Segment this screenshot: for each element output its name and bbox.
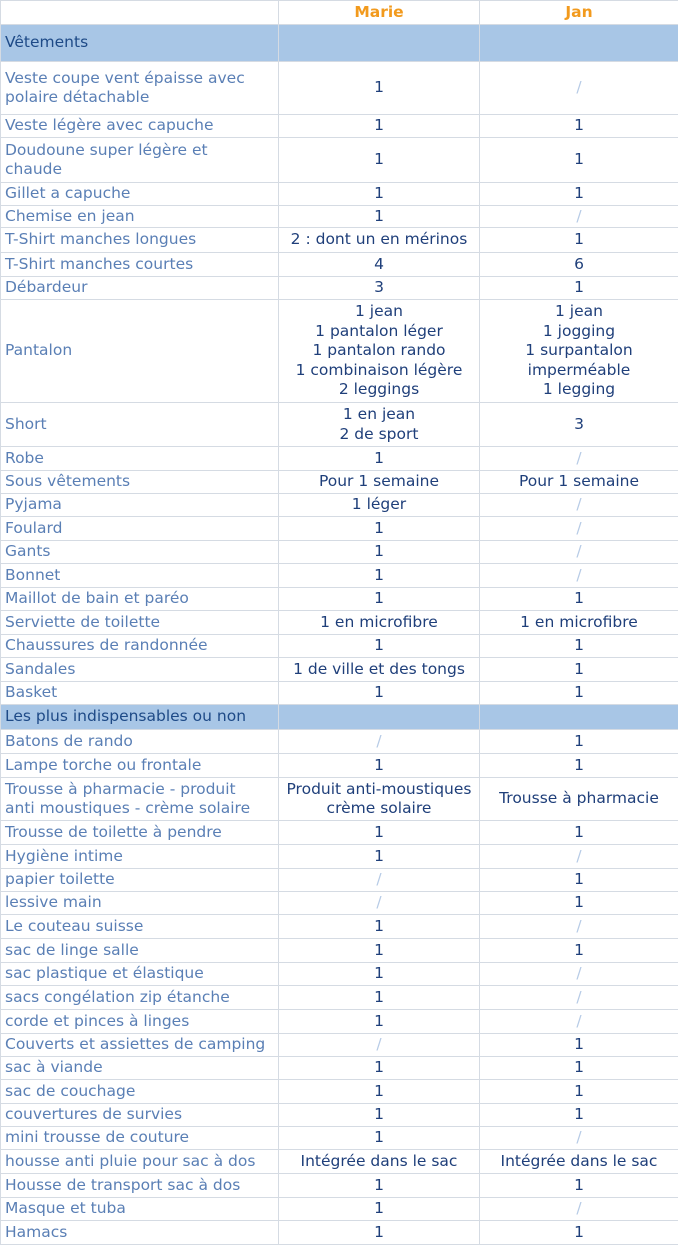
table-row (1, 541, 678, 564)
marie-cell: 1 (279, 754, 480, 778)
jan-cell: 1 (480, 1104, 678, 1127)
header-row (1, 1, 678, 25)
jan-cell: 1 (480, 682, 678, 705)
table-row (1, 869, 678, 892)
jan-cell: / (480, 447, 678, 471)
item-label: Pantalon (1, 300, 279, 403)
jan-cell: 1 (480, 1174, 678, 1198)
table-row (1, 1198, 678, 1221)
jan-cell: / (480, 541, 678, 564)
marie-cell: 1 (279, 1057, 480, 1080)
table-row (1, 939, 678, 963)
marie-cell: 1 (279, 963, 480, 986)
jan-cell: 1 jean 1 jogging 1 surpantalon imperméable 1 legging (480, 300, 678, 403)
marie-cell: 1 (279, 1198, 480, 1221)
table-row (1, 892, 678, 915)
jan-cell: / (480, 206, 678, 228)
item-label: Serviette de toilette (1, 611, 279, 635)
table-row (1, 494, 678, 517)
table-row (1, 1127, 678, 1150)
marie-cell: 1 (279, 62, 480, 115)
jan-cell: 1 (480, 228, 678, 253)
jan-cell: Pour 1 semaine (480, 471, 678, 494)
table-row (1, 963, 678, 986)
marie-cell (279, 25, 480, 62)
table-row (1, 564, 678, 588)
item-label: Gillet a capuche (1, 183, 279, 206)
item-label: Basket (1, 682, 279, 705)
jan-cell: 1 (480, 277, 678, 300)
jan-cell: Intégrée dans le sac (480, 1150, 678, 1174)
table-row (1, 915, 678, 939)
item-label: housse anti pluie pour sac à dos (1, 1150, 279, 1174)
jan-cell: / (480, 517, 678, 541)
jan-cell: 1 en microfibre (480, 611, 678, 635)
header-item (1, 1, 279, 25)
item-label: Le couteau suisse (1, 915, 279, 939)
item-label: Lampe torche ou frontale (1, 754, 279, 778)
jan-cell: / (480, 986, 678, 1010)
item-label: Batons de rando (1, 730, 279, 754)
jan-cell: 1 (480, 1034, 678, 1057)
table-row (1, 115, 678, 138)
item-label: couvertures de survies (1, 1104, 279, 1127)
jan-cell: 1 (480, 635, 678, 658)
jan-cell: 1 (480, 1080, 678, 1104)
marie-cell: 1 (279, 138, 480, 183)
table-row (1, 206, 678, 228)
marie-cell: 1 de ville et des tongs (279, 658, 480, 682)
jan-cell: 1 (480, 588, 678, 611)
jan-cell: 1 (480, 1057, 678, 1080)
item-label: T-Shirt manches courtes (1, 253, 279, 277)
jan-cell: / (480, 963, 678, 986)
marie-cell: Intégrée dans le sac (279, 1150, 480, 1174)
table-row (1, 277, 678, 300)
item-label: Hamacs (1, 1221, 279, 1245)
jan-cell: / (480, 845, 678, 869)
marie-cell: 1 (279, 541, 480, 564)
header-marie: Marie (279, 1, 480, 25)
table-row (1, 253, 678, 277)
jan-cell: / (480, 564, 678, 588)
jan-cell: 1 (480, 115, 678, 138)
jan-cell: Trousse à pharmacie (480, 778, 678, 821)
item-label: Trousse de toilette à pendre (1, 821, 279, 845)
table-row (1, 821, 678, 845)
jan-cell (480, 25, 678, 62)
marie-cell: 1 (279, 682, 480, 705)
item-label: sac de linge salle (1, 939, 279, 963)
item-label: Chemise en jean (1, 206, 279, 228)
item-label: Sous vêtements (1, 471, 279, 494)
marie-cell: 1 (279, 986, 480, 1010)
item-label: T-Shirt manches longues (1, 228, 279, 253)
table-row (1, 588, 678, 611)
marie-cell: 1 (279, 588, 480, 611)
section-title: Les plus indispensables ou non (1, 705, 279, 730)
item-label: Housse de transport sac à dos (1, 1174, 279, 1198)
table-row (1, 778, 678, 821)
item-label: sac de couchage (1, 1080, 279, 1104)
section-title: Vêtements (1, 25, 279, 62)
item-label: Chaussures de randonnée (1, 635, 279, 658)
item-label: Foulard (1, 517, 279, 541)
jan-cell: 1 (480, 869, 678, 892)
table-row (1, 1104, 678, 1127)
marie-cell: 1 (279, 1127, 480, 1150)
marie-cell: 1 (279, 1221, 480, 1245)
item-label: lessive main (1, 892, 279, 915)
marie-cell: 1 (279, 1104, 480, 1127)
marie-cell: 1 (279, 1010, 480, 1034)
table-row (1, 300, 678, 403)
table-row (1, 1150, 678, 1174)
marie-cell: 1 (279, 183, 480, 206)
marie-cell: 1 en microfibre (279, 611, 480, 635)
marie-cell: 1 (279, 564, 480, 588)
jan-cell: 1 (480, 939, 678, 963)
jan-cell: / (480, 915, 678, 939)
marie-cell (279, 705, 480, 730)
marie-cell: 1 (279, 1080, 480, 1104)
item-label: Masque et tuba (1, 1198, 279, 1221)
item-label: Trousse à pharmacie - produit anti moustiques - crème solaire (1, 778, 279, 821)
item-label: Doudoune super légère et chaude (1, 138, 279, 183)
marie-cell: / (279, 892, 480, 915)
table-row (1, 754, 678, 778)
jan-cell: 1 (480, 138, 678, 183)
marie-cell: 2 : dont un en mérinos (279, 228, 480, 253)
item-label: Robe (1, 447, 279, 471)
table-row (1, 138, 678, 183)
marie-cell: / (279, 730, 480, 754)
table-row (1, 635, 678, 658)
table-row (1, 1034, 678, 1057)
jan-cell: 1 (480, 183, 678, 206)
table-row (1, 845, 678, 869)
marie-cell: 1 (279, 115, 480, 138)
item-label: sac à viande (1, 1057, 279, 1080)
item-label: Sandales (1, 658, 279, 682)
jan-cell: / (480, 1010, 678, 1034)
marie-cell: 1 (279, 1174, 480, 1198)
marie-cell: 1 (279, 206, 480, 228)
table-row (1, 1080, 678, 1104)
marie-cell: 1 en jean 2 de sport (279, 403, 480, 447)
item-label: Bonnet (1, 564, 279, 588)
item-label: mini trousse de couture (1, 1127, 279, 1150)
item-label: Short (1, 403, 279, 447)
marie-cell: 1 (279, 635, 480, 658)
jan-cell (480, 705, 678, 730)
section-row (1, 25, 678, 62)
table-row (1, 986, 678, 1010)
marie-cell: / (279, 869, 480, 892)
jan-cell: 3 (480, 403, 678, 447)
marie-cell: 1 (279, 939, 480, 963)
table-row (1, 682, 678, 705)
item-label: Pyjama (1, 494, 279, 517)
marie-cell: Pour 1 semaine (279, 471, 480, 494)
marie-cell: Produit anti-moustiques crème solaire (279, 778, 480, 821)
item-label: Veste légère avec capuche (1, 115, 279, 138)
jan-cell: 1 (480, 892, 678, 915)
table-row (1, 658, 678, 682)
marie-cell: 4 (279, 253, 480, 277)
table-row (1, 403, 678, 447)
item-label: Veste coupe vent épaisse avec polaire détachable (1, 62, 279, 115)
jan-cell: / (480, 62, 678, 115)
marie-cell: 1 (279, 845, 480, 869)
item-label: sac plastique et élastique (1, 963, 279, 986)
table-row (1, 611, 678, 635)
table-row (1, 471, 678, 494)
jan-cell: / (480, 494, 678, 517)
item-label: papier toilette (1, 869, 279, 892)
table-body (1, 25, 678, 1245)
item-label: Gants (1, 541, 279, 564)
jan-cell: / (480, 1198, 678, 1221)
item-label: Couverts et assiettes de camping (1, 1034, 279, 1057)
table-row (1, 730, 678, 754)
table-row (1, 1221, 678, 1245)
table-row (1, 517, 678, 541)
header-jan: Jan (480, 1, 678, 25)
jan-cell: 1 (480, 658, 678, 682)
jan-cell: 6 (480, 253, 678, 277)
item-label: Hygiène intime (1, 845, 279, 869)
marie-cell: 1 (279, 915, 480, 939)
marie-cell: 3 (279, 277, 480, 300)
table-row (1, 447, 678, 471)
marie-cell: 1 (279, 517, 480, 541)
table-row (1, 228, 678, 253)
marie-cell: 1 jean 1 pantalon léger 1 pantalon rando 1 combinaison légère 2 leggings (279, 300, 480, 403)
marie-cell: 1 (279, 447, 480, 471)
jan-cell: / (480, 1127, 678, 1150)
table-row (1, 1174, 678, 1198)
jan-cell: 1 (480, 754, 678, 778)
item-label: sacs congélation zip étanche (1, 986, 279, 1010)
item-label: Débardeur (1, 277, 279, 300)
marie-cell: 1 (279, 821, 480, 845)
marie-cell: 1 léger (279, 494, 480, 517)
marie-cell: / (279, 1034, 480, 1057)
jan-cell: 1 (480, 1221, 678, 1245)
section-row (1, 705, 678, 730)
table-row (1, 1010, 678, 1034)
item-label: Maillot de bain et paréo (1, 588, 279, 611)
table-row (1, 1057, 678, 1080)
jan-cell: 1 (480, 821, 678, 845)
table-row (1, 62, 678, 115)
item-label: corde et pinces à linges (1, 1010, 279, 1034)
jan-cell: 1 (480, 730, 678, 754)
table-row (1, 183, 678, 206)
